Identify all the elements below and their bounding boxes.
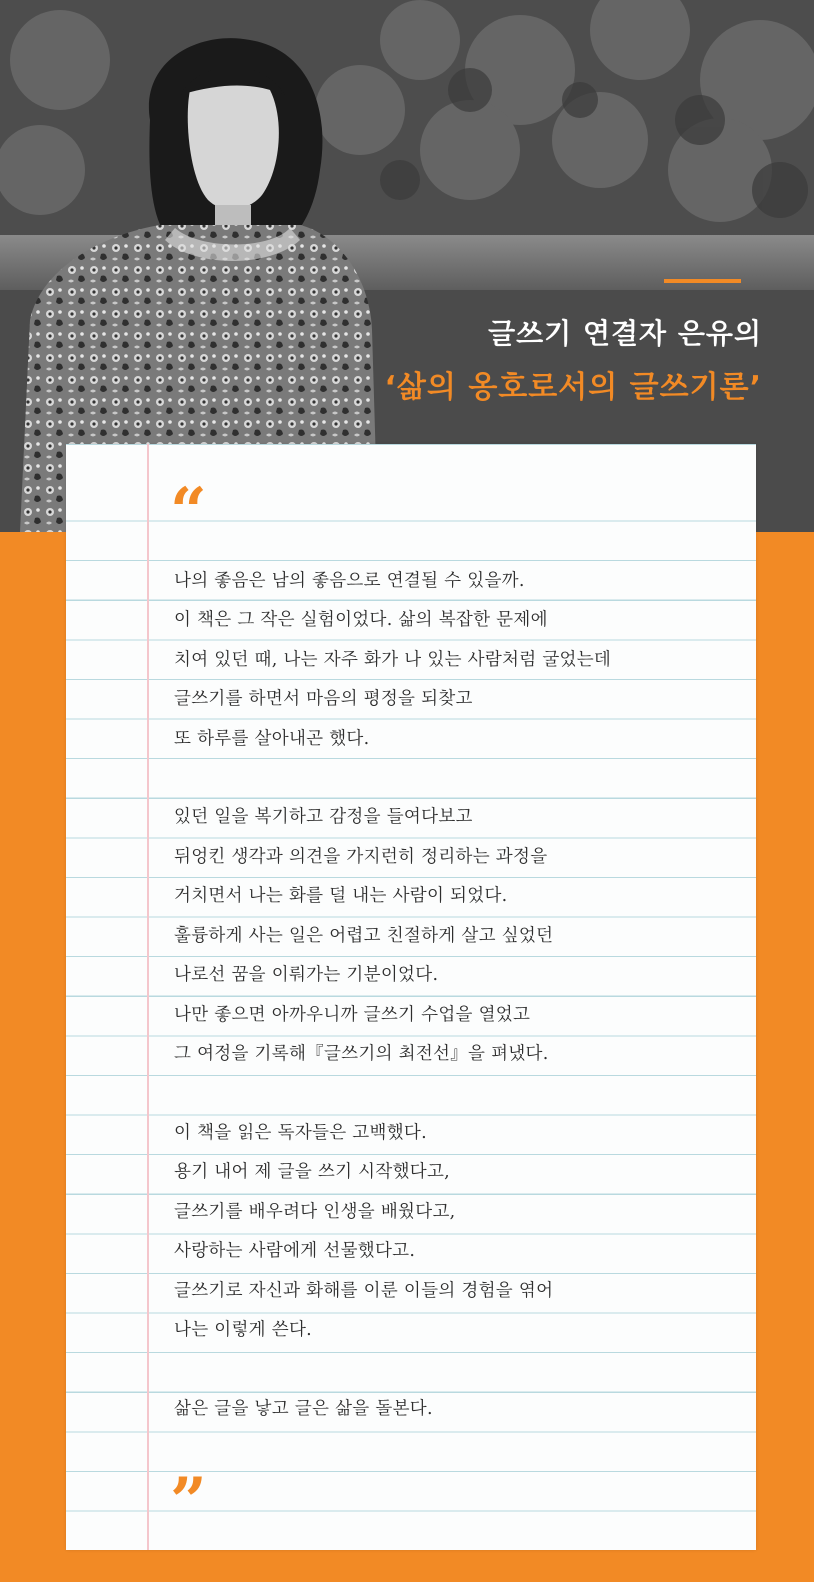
margin-line [147,444,149,1550]
quote-line: 거치면서 나는 화를 덜 내는 사람이 되었다. [174,886,508,906]
quote-line: 뒤엉킨 생각과 의견을 가지런히 정리하는 과정을 [174,847,548,867]
quote-line: 나의 좋음은 남의 좋음으로 연결될 수 있을까. [174,571,525,591]
accent-rule [664,279,741,283]
notebook-paper [66,444,756,1550]
quote-line: 사랑하는 사람에게 선물했다고. [174,1241,416,1261]
hero-title: 글쓰기 연결자 은유의 [488,317,762,350]
quote-line: 나로선 꿈을 이뤄가는 기분이었다. [174,965,439,985]
quote-line: 나는 이렇게 쓴다. [174,1320,313,1340]
quote-line: 글쓰기를 하면서 마음의 평정을 되찾고 [174,689,473,709]
quote-line: 또 하루를 살아내곤 했다. [174,729,370,749]
hero-subtitle: ‘삶의 옹호로서의 글쓰기론’ [384,370,762,405]
quote-line: 그 여정을 기록해『글쓰기의 최전선』을 펴냈다. [174,1044,549,1064]
quote-line: 있던 일을 복기하고 감정을 들여다보고 [174,807,473,827]
quote-line: 용기 내어 제 글을 쓰기 시작했다고, [174,1162,451,1182]
open-quote-icon: “ [170,474,207,549]
quote-line: 치여 있던 때, 나는 자주 화가 나 있는 사람처럼 굴었는데 [174,650,612,670]
quote-line: 이 책은 그 작은 실험이었다. 삶의 복잡한 문제에 [174,610,548,630]
close-quote-icon: ” [170,1464,207,1539]
quote-line: 이 책을 읽은 독자들은 고백했다. [174,1123,427,1143]
quote-line: 훌륭하게 사는 일은 어렵고 친절하게 살고 싶었던 [174,926,554,946]
quote-line: 글쓰기를 배우려다 인생을 배웠다고, [174,1202,456,1222]
quote-line: 나만 좋으면 아까우니까 글쓰기 수업을 열었고 [174,1005,531,1025]
quote-line: 글쓰기로 자신과 화해를 이룬 이들의 경험을 엮어 [174,1281,554,1301]
quote-line: 삶은 글을 낳고 글은 삶을 돌본다. [174,1399,433,1419]
